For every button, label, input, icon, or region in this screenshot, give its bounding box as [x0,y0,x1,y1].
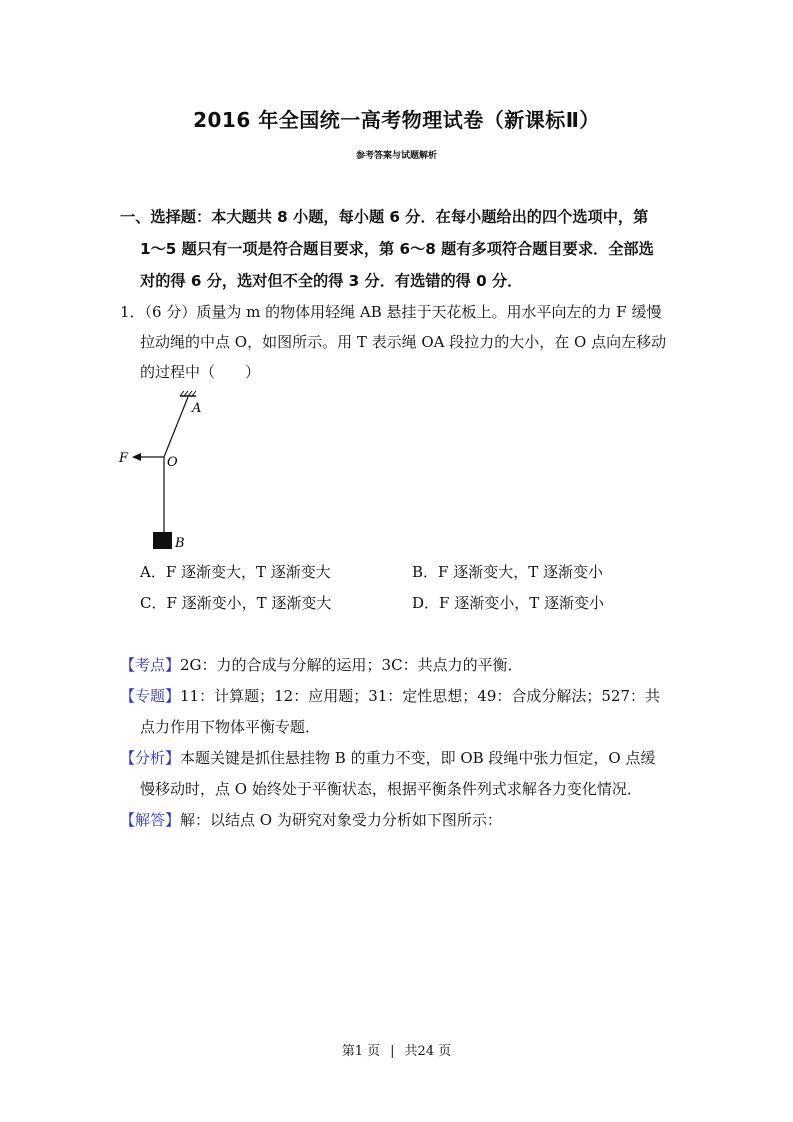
option-a: A．F 逐渐变大，T 逐渐变大 [140,563,331,581]
option-d: D．F 逐渐变小，T 逐渐变小 [412,594,604,612]
fenxi-line-2: 慢移动时，点 O 始终处于平衡状态，根据平衡条件列式求解各力变化情况． [140,780,642,798]
zhuanti-line-1 [120,685,660,706]
option-c: C．F 逐渐变小，T 逐渐变大 [140,594,332,612]
zhuanti-text-1: 11：计算题；12：应用题；31：定性思想；49：合成分解法；527：共 [180,687,660,705]
option-b: B．F 逐渐变大，T 逐渐变小 [412,563,603,581]
fenxi-text-1: 本题关键是抓住悬挂物 B 的重力不变，即 OB 段绳中张力恒定，O 点缓 [180,749,656,767]
page-title: 2016 年全国统一高考物理试卷（新课标Ⅱ） [193,108,600,132]
kaodian-line [120,654,523,675]
section-heading-line-1: 一、选择题：本大题共 8 小题，每小题 6 分．在每小题给出的四个选项中，第 [120,208,649,226]
jieda-line [120,809,502,830]
zhuanti-line-2: 点力作用下物体平衡专题． [140,718,321,736]
label-b: B [175,536,185,551]
hanging-mass [153,532,172,549]
label-a: A [192,401,202,416]
kaodian-tag: 【考点】 [120,656,181,674]
question-stem-line-1: 1．（6 分）质量为 m 的物体用轻绳 AB 悬挂于天花板上。用水平向左的力 F 缓慢 [120,303,662,321]
kaodian-text: 2G：力的合成与分解的运用；3C：共点力的平衡． [180,656,523,674]
question-stem-line-3: 的过程中（ ） [140,363,261,381]
label-o: O [167,455,178,470]
label-f: F [119,451,129,466]
jieda-text: 解：以结点 O 为研究对象受力分析如下图所示： [180,811,502,829]
question-stem-line-2: 拉动绳的中点 O，如图所示。用 T 表示绳 OA 段拉力的大小，在 O 点向左移动 [140,333,667,351]
fenxi-tag: 【分析】 [120,749,181,767]
section-heading-line-2: 1～5 题只有一项是符合题目要求，第 6～8 题有多项符合题目要求．全部选 [140,240,654,258]
section-heading-line-3: 对的得 6 分，选对但不全的得 3 分．有选错的得 0 分． [140,272,523,290]
fenxi-line-1 [120,747,656,768]
footer-page-current: 第1 页 [341,1044,381,1059]
ceiling-hatch [180,391,196,396]
zhuanti-tag: 【专题】 [120,687,181,705]
jieda-tag: 【解答】 [120,811,181,829]
rope-diagram [110,390,220,555]
force-arrowhead [132,453,141,461]
page-footer [0,1040,793,1059]
footer-page-total: 共24 页 [404,1044,452,1059]
rope-segment-oa [164,397,188,457]
page-subtitle: 参考答案与试题解析 [355,151,437,161]
footer-separator: | [390,1044,395,1059]
